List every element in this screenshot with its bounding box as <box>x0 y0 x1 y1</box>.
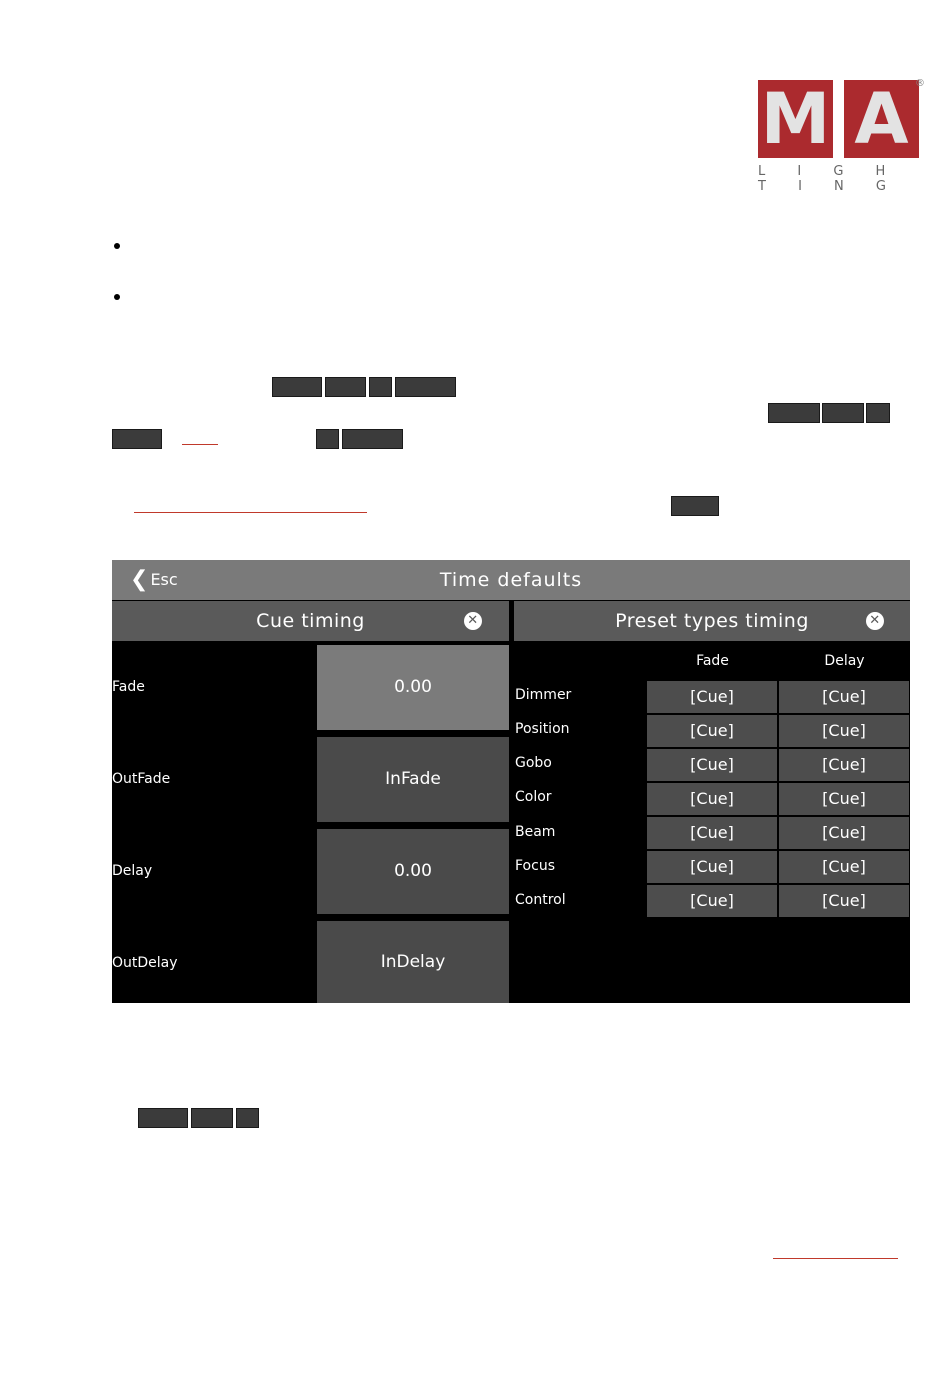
link-underline[interactable] <box>773 1257 898 1259</box>
logo-letter-a: A <box>854 78 909 160</box>
row-label-control: Control <box>515 892 566 908</box>
row-label-outdelay: OutDelay <box>112 955 178 971</box>
row-label-outfade: OutFade <box>112 771 171 787</box>
position-delay-cell[interactable]: [Cue] <box>779 715 909 747</box>
key-placeholder <box>236 1108 259 1128</box>
key-placeholder <box>369 377 392 397</box>
row-label-beam: Beam <box>515 824 556 840</box>
close-icon[interactable]: ✕ <box>464 612 482 630</box>
position-fade-cell[interactable]: [Cue] <box>647 715 777 747</box>
row-label-delay: Delay <box>112 863 153 879</box>
preset-timing-title: Preset types timing <box>615 610 809 632</box>
logo-subtitle: L I G H T I N G <box>758 164 900 194</box>
esc-button[interactable] <box>130 567 178 593</box>
beam-fade-cell[interactable]: [Cue] <box>647 817 777 849</box>
dimmer-fade-cell[interactable]: [Cue] <box>647 681 777 713</box>
delay-value-button[interactable]: 0.00 <box>317 829 509 914</box>
color-fade-cell[interactable]: [Cue] <box>647 783 777 815</box>
window-title: Time defaults <box>439 569 583 591</box>
dimmer-delay-cell[interactable]: [Cue] <box>779 681 909 713</box>
beam-delay-cell[interactable]: [Cue] <box>779 817 909 849</box>
key-placeholder <box>272 377 322 397</box>
ma-lighting-logo <box>758 78 925 194</box>
key-placeholder <box>325 377 366 397</box>
close-icon[interactable]: ✕ <box>866 612 884 630</box>
link-underline[interactable] <box>134 511 367 513</box>
key-placeholder <box>768 403 820 423</box>
cue-timing-header <box>112 601 509 641</box>
row-label-gobo: Gobo <box>515 755 552 771</box>
key-placeholder <box>866 403 890 423</box>
bullet-1 <box>114 243 120 249</box>
row-label-position: Position <box>515 721 570 737</box>
key-placeholder <box>191 1108 233 1128</box>
row-label-focus: Focus <box>515 858 555 874</box>
gobo-delay-cell[interactable]: [Cue] <box>779 749 909 781</box>
key-placeholder <box>822 403 864 423</box>
row-label-dimmer: Dimmer <box>515 687 572 703</box>
key-placeholder <box>138 1108 188 1128</box>
bullet-2 <box>114 294 120 300</box>
focus-delay-cell[interactable]: [Cue] <box>779 851 909 883</box>
control-delay-cell[interactable]: [Cue] <box>779 885 909 917</box>
focus-fade-cell[interactable]: [Cue] <box>647 851 777 883</box>
row-label-fade: Fade <box>112 679 145 695</box>
link-underline[interactable] <box>182 443 218 445</box>
key-placeholder <box>112 429 162 449</box>
key-placeholder <box>671 496 719 516</box>
key-placeholder <box>342 429 403 449</box>
title-bar <box>112 560 910 600</box>
cue-timing-title: Cue timing <box>256 610 365 632</box>
outfade-value-button[interactable]: InFade <box>317 737 509 822</box>
registered-mark: ® <box>915 78 925 89</box>
control-fade-cell[interactable]: [Cue] <box>647 885 777 917</box>
fade-value-button[interactable]: 0.00 <box>317 645 509 730</box>
row-label-color: Color <box>515 789 552 805</box>
time-defaults-window <box>112 560 910 1003</box>
key-placeholder <box>395 377 456 397</box>
column-header-delay: Delay <box>824 653 865 669</box>
esc-label: Esc <box>150 570 178 589</box>
key-placeholder <box>316 429 339 449</box>
outdelay-value-button[interactable]: InDelay <box>317 921 509 1003</box>
preset-timing-header <box>514 601 910 641</box>
chevron-left-icon: ❮ <box>130 567 149 592</box>
color-delay-cell[interactable]: [Cue] <box>779 783 909 815</box>
gobo-fade-cell[interactable]: [Cue] <box>647 749 777 781</box>
column-header-fade: Fade <box>696 653 729 669</box>
logo-letter-m: M <box>760 78 831 160</box>
